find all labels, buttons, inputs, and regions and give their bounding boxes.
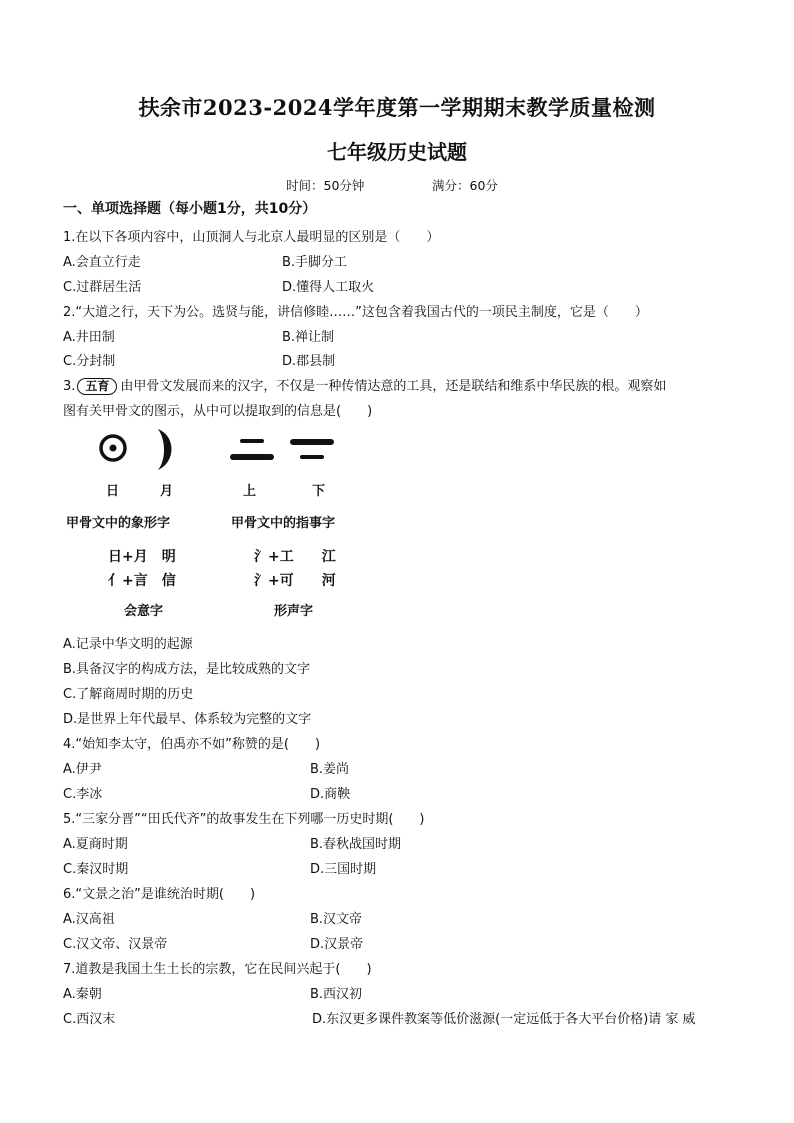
full-score: 满分：60分: [432, 178, 498, 193]
q2-option-a: A.井田制: [63, 330, 115, 345]
moon-glyph-icon: [150, 426, 180, 474]
q2-option-b: B.禅让制: [282, 330, 335, 345]
q1-option-a: A.会直立行走: [63, 255, 141, 270]
q2-option-d: D.郡县制: [282, 354, 336, 369]
phonogram-caption: 形声字: [274, 604, 314, 619]
phono-example-he: 氵+可 河: [254, 573, 336, 589]
q3-option-a: A.记录中华文明的起源: [63, 637, 193, 652]
exam-subtitle: 七年级历史试题: [327, 140, 467, 164]
question-1-stem: 1.在以下各项内容中，山顶洞人与北京人最明显的区别是（ ）: [63, 230, 440, 245]
question-7-stem: 7.道教是我国土生土长的宗教，它在民间兴起于( ): [63, 962, 372, 977]
q7-option-d: D.东汉更多课件教案等低价滋源(一定远低于各大平台价格)请 家 威: [312, 1012, 696, 1027]
q5-option-d: D.三国时期: [310, 862, 377, 877]
glyph-label-shang: 上: [243, 484, 257, 499]
q4-option-c: C.李冰: [63, 787, 103, 802]
question-3-stem-text: 由甲骨文发展而来的汉字，不仅是一种传情达意的工具，还是联结和维系中华民族的根。观察如: [120, 379, 667, 394]
q4-option-d: D.商鞅: [310, 787, 351, 802]
q4-option-a: A.伊尹: [63, 762, 102, 777]
q5-option-b: B.春秋战国时期: [310, 837, 402, 852]
compound-example-xin: 亻+言 信: [108, 573, 176, 589]
glyph-label-ri: 日: [106, 484, 120, 499]
glyph-label-yue: 月: [160, 484, 174, 499]
q6-option-d: D.汉景帝: [310, 937, 364, 952]
question-2-stem: 2.“大道之行，天下为公。选贤与能，讲信修睦……”这包含着我国古代的一项民主制度，它是（ ）: [63, 305, 648, 320]
q1-option-c: C.过群居生活: [63, 280, 142, 295]
indicative-caption: 甲骨文中的指事字: [231, 516, 336, 531]
question-5-stem: 5.“三家分晋”“田氏代齐”的故事发生在下列哪一历史时期( ): [63, 812, 425, 827]
q7-option-b: B.西汉初: [310, 987, 363, 1002]
q3-option-c: C.了解商周时期的历史: [63, 687, 194, 702]
sun-glyph-icon: [96, 432, 136, 472]
ideogram-caption: 会意字: [124, 604, 164, 619]
q7-option-c: C.西汉末: [63, 1012, 116, 1027]
q3-option-b: B.具备汉字的构成方法，是比较成熟的文字: [63, 662, 311, 677]
five-education-badge: 五育: [77, 378, 117, 395]
compound-example-ming: 日+月 明: [108, 549, 176, 565]
q4-option-b: B.姜尚: [310, 762, 350, 777]
glyph-label-xia: 下: [312, 484, 326, 499]
q7-option-a: A.秦朝: [63, 987, 102, 1002]
question-3-number: 3.: [63, 379, 76, 394]
q6-option-a: A.汉高祖: [63, 912, 115, 927]
q1-option-d: D.懂得人工取火: [282, 280, 375, 295]
question-4-stem: 4.“始知李太守，伯禹亦不如”称赞的是( ): [63, 737, 321, 752]
down-glyph-icon: [288, 436, 340, 466]
q1-option-b: B.手脚分工: [282, 255, 348, 270]
question-3-stem-line1: [63, 375, 666, 395]
q5-option-a: A.夏商时期: [63, 837, 128, 852]
time-limit: 时间：50分钟: [286, 178, 365, 193]
q6-option-b: B.汉文帝: [310, 912, 363, 927]
exam-title: 扶余市2023-2024学年度第一学期期末教学质量检测: [138, 95, 656, 120]
q3-option-d: D.是世界上年代最早、体系较为完整的文字: [63, 712, 312, 727]
q2-option-c: C.分封制: [63, 354, 116, 369]
question-6-stem: 6.“文景之治”是谁统治时期( ): [63, 887, 256, 902]
q5-option-c: C.秦汉时期: [63, 862, 129, 877]
up-glyph-icon: [228, 436, 280, 466]
section-heading: 一、单项选择题（每小题1分，共10分）: [63, 201, 317, 217]
oracle-bone-figure: [66, 422, 366, 627]
pictograph-caption: 甲骨文中的象形字: [66, 516, 171, 531]
phono-example-jiang: 氵+工 江: [254, 549, 336, 565]
question-3-stem-line2: 图有关甲骨文的图示，从中可以提取到的信息是( ): [63, 404, 373, 419]
q6-option-c: C.汉文帝、汉景帝: [63, 937, 168, 952]
